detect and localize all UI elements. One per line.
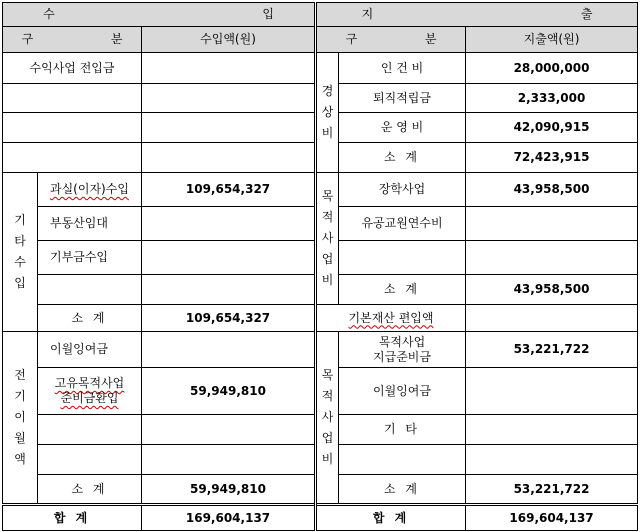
capital-transfer-amount — [466, 305, 638, 332]
operating-subtotal-amount: 72,423,915 — [466, 143, 638, 173]
capital-transfer-label — [316, 305, 466, 332]
purpose1-char: 비 — [321, 273, 334, 287]
purpose2-char: 적 — [321, 389, 334, 403]
purpose2-char: 사 — [321, 410, 334, 424]
purpose2-item-label — [339, 445, 466, 475]
operating-item-amount: 2,333,000 — [466, 84, 638, 113]
income-transfer-label: 수익사업 전입금 — [3, 53, 142, 84]
table-row — [3, 305, 638, 332]
income-title-left: 수 — [43, 7, 55, 21]
operating-item-amount: 28,000,000 — [466, 53, 638, 84]
income-title — [3, 3, 316, 27]
income-total-label: 합 계 — [3, 505, 142, 531]
income-category-left: 구 — [21, 32, 34, 46]
purpose2-subtotal-label: 소 계 — [339, 475, 466, 505]
carryover-item-amount — [142, 445, 316, 475]
other-income-group-label — [3, 173, 38, 332]
purpose2-item-label — [339, 332, 466, 368]
other-income-char: 기 — [14, 213, 26, 227]
budget-table — [2, 2, 638, 531]
other-income-subtotal-amount: 109,654,327 — [142, 305, 316, 332]
purpose2-item-line2: 지급준비금 — [373, 349, 431, 364]
purpose2-item-label: 기 타 — [339, 415, 466, 445]
carryover-item-label — [38, 368, 142, 415]
income-empty-label — [3, 84, 142, 113]
carryover-char: 이 — [14, 410, 26, 424]
carryover-item-line1: 고유목적사업 — [54, 376, 125, 390]
purpose2-item-amount — [466, 415, 638, 445]
purpose1-item-label: 유공교원연수비 — [339, 207, 466, 241]
purpose1-char: 업 — [321, 252, 334, 266]
other-income-item-label: 부동산임대 — [38, 207, 142, 241]
carryover-item-amount — [142, 415, 316, 445]
operating-char: 경 — [321, 84, 334, 98]
carryover-item-line2: 준비금환입 — [60, 391, 119, 405]
purpose2-subtotal-amount: 53,221,722 — [466, 475, 638, 505]
expense-category-left: 구 — [345, 32, 358, 46]
purpose2-group-label — [316, 332, 339, 505]
purpose1-char: 적 — [321, 210, 334, 224]
purpose2-char: 업 — [321, 431, 334, 445]
expense-title-left: 지 — [361, 7, 374, 21]
purpose1-group-label — [316, 173, 339, 305]
other-income-item-amount — [142, 207, 316, 241]
operating-item-amount: 42,090,915 — [466, 113, 638, 143]
expense-title — [316, 3, 638, 27]
income-title-right: 입 — [262, 7, 274, 21]
other-income-char: 타 — [14, 234, 26, 248]
purpose2-item-amount — [466, 445, 638, 475]
carryover-item-label — [38, 445, 142, 475]
expense-title-right: 출 — [580, 7, 593, 21]
operating-item-label: 인 건 비 — [339, 53, 466, 84]
table-row — [3, 173, 638, 207]
purpose1-item-amount: 43,958,500 — [466, 173, 638, 207]
carryover-char: 월 — [14, 431, 26, 445]
purpose1-item-label: 장학사업 — [339, 173, 466, 207]
income-empty-amount — [142, 143, 316, 173]
other-income-item-label: 기부금수입 — [38, 241, 142, 275]
expense-category-right: 분 — [424, 32, 437, 46]
other-income-subtotal-label: 소 계 — [38, 305, 142, 332]
purpose1-item-amount — [466, 241, 638, 275]
carryover-item-label — [38, 415, 142, 445]
carryover-char: 전 — [14, 368, 26, 382]
carryover-char: 기 — [14, 389, 26, 403]
purpose1-char: 목 — [321, 189, 334, 203]
expense-total-amount: 169,604,137 — [466, 505, 638, 531]
other-income-item-text: 과실(이자)수입 — [50, 182, 129, 196]
carryover-group-label — [3, 332, 38, 505]
other-income-item-amount — [142, 275, 316, 305]
purpose1-char: 사 — [321, 231, 334, 245]
income-transfer-amount — [142, 53, 316, 84]
income-category-header — [3, 27, 142, 53]
purpose2-char: 목 — [321, 368, 334, 382]
income-empty-label — [3, 143, 142, 173]
other-income-item-amount — [142, 241, 316, 275]
purpose1-item-amount — [466, 207, 638, 241]
operating-group-label — [316, 53, 339, 173]
purpose1-subtotal-amount: 43,958,500 — [466, 275, 638, 305]
header-row-sub — [3, 27, 638, 53]
expense-total-label: 합 계 — [316, 505, 466, 531]
carryover-item-amount — [142, 332, 316, 368]
expense-category-header — [316, 27, 466, 53]
capital-transfer-text: 기본재산 편입액 — [348, 310, 434, 325]
other-income-char: 수 — [14, 255, 26, 269]
purpose2-item-line1: 목적사업 — [378, 334, 426, 349]
purpose2-char: 비 — [321, 452, 334, 466]
purpose1-subtotal-label: 소 계 — [339, 275, 466, 305]
operating-item-label: 퇴직적립금 — [339, 84, 466, 113]
income-total-amount: 169,604,137 — [142, 505, 316, 531]
other-income-char: 입 — [14, 276, 26, 290]
purpose1-item-label — [339, 241, 466, 275]
income-category-right: 분 — [110, 32, 123, 46]
carryover-item-label: 이월잉여금 — [38, 332, 142, 368]
expense-amount-header: 지출액(원) — [466, 27, 638, 53]
total-row — [3, 505, 638, 531]
table-row — [3, 332, 638, 368]
income-empty-amount — [142, 84, 316, 113]
income-empty-label — [3, 113, 142, 143]
purpose2-item-amount: 53,221,722 — [466, 332, 638, 368]
operating-char: 비 — [321, 126, 334, 140]
income-empty-amount — [142, 113, 316, 143]
other-income-item-label — [38, 275, 142, 305]
income-amount-header: 수입액(원) — [142, 27, 316, 53]
carryover-item-amount: 59,949,810 — [142, 368, 316, 415]
other-income-item-label — [38, 173, 142, 207]
table-row — [3, 53, 638, 84]
operating-char: 상 — [321, 105, 334, 119]
header-row-top — [3, 3, 638, 27]
carryover-char: 액 — [14, 452, 26, 466]
other-income-item-amount: 109,654,327 — [142, 173, 316, 207]
carryover-subtotal-label: 소 계 — [38, 475, 142, 505]
operating-item-label: 운 영 비 — [339, 113, 466, 143]
purpose2-item-amount — [466, 368, 638, 415]
operating-subtotal-label: 소 계 — [339, 143, 466, 173]
carryover-subtotal-amount: 59,949,810 — [142, 475, 316, 505]
purpose2-item-label: 이월잉여금 — [339, 368, 466, 415]
